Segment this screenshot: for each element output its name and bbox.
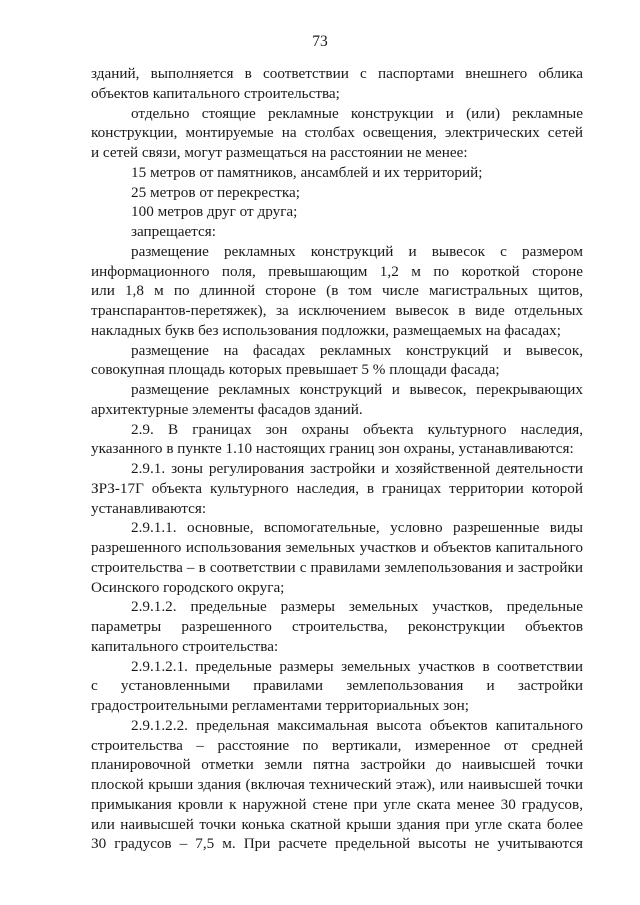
text-line: информационного поля, превышающим 1,2 м по короткой стороне — [91, 262, 583, 280]
text-line: 2.9. В границах зон охраны объекта культурного наследия, — [131, 420, 583, 438]
text-line: размещение рекламных конструкций и вывесок, перекрывающих — [131, 381, 583, 398]
text-line: совокупная площадь которых превышает 5 % площади фасада; — [91, 361, 500, 379]
text-line: размещение на фасадах рекламных конструкций и вывесок, — [131, 341, 583, 359]
text-line: примыкания кровли к наружной стене при угле ската менее 30 градусов, — [91, 795, 583, 813]
page-number: 73 — [312, 33, 328, 50]
text-line: транспарантов-перетяжек), за исключением вывесок в виде отдельных — [91, 302, 583, 319]
text-line: 15 метров от памятников, ансамблей и их территорий; — [131, 163, 483, 181]
text-line: 30 градусов – 7,5 м. При расчете предельной высоты не учитываются — [91, 835, 583, 853]
text-line: накладных букв без использования подложки, размещаемых на фасадах; — [91, 321, 561, 339]
text-line: капитального строительства: — [91, 637, 279, 655]
text-line: 2.9.1.1. основные, вспомогательные, условно разрешенные виды — [131, 519, 583, 537]
text-line: или наивысшей точки конька скатной крыши здания при угле ската более — [91, 815, 583, 833]
text-line: указанного в пункте 1.10 настоящих границ зон охраны, устанавливаются: — [91, 440, 574, 458]
text-line: планировочной отметки земли пятна застройки до наивысшей точки — [91, 756, 583, 774]
text-line: разрешенного использования земельных участков и объектов капитального — [91, 539, 583, 556]
text-line: отдельно стоящие рекламные конструкции и (или) рекламные — [131, 104, 583, 122]
text-line: градостроительными регламентами территориальных зон; — [91, 697, 469, 714]
text-line: объектов капитального строительства; — [91, 84, 340, 102]
text-line: 100 метров друг от друга; — [131, 203, 298, 221]
text-line: 2.9.1.2. предельные размеры земельных участков, предельные — [131, 598, 583, 616]
text-line: параметры разрешенного строительства, реконструкции объектов — [91, 618, 583, 635]
text-line: конструкции, монтируемые на столбах освещения, электрических сетей — [91, 124, 583, 142]
text-line: 2.9.1.2.1. предельные размеры земельных участков в соответствии — [131, 657, 583, 675]
text-line: архитектурные элементы фасадов зданий. — [91, 400, 363, 418]
text-line: плоской крыши здания (включая технический этаж), или наивысшей точки — [91, 776, 583, 793]
text-line: устанавливаются: — [91, 499, 207, 517]
text-line: с установленными правилами землепользования и застройки — [91, 677, 583, 695]
text-line: 2.9.1. зоны регулирования застройки и хозяйственной деятельности — [131, 460, 583, 477]
text-line: Осинского городского округа; — [91, 578, 285, 596]
text-line: строительства – в соответствии с правилами землепользования и застройки — [91, 558, 583, 576]
text-line: размещение рекламных конструкций и вывесок с размером — [131, 242, 583, 260]
text-line: зданий, выполняется в соответствии с паспортами внешнего облика — [91, 65, 583, 82]
text-line: и сетей связи, могут размещаться на расстоянии не менее: — [91, 144, 468, 161]
text-line: строительства – расстояние по вертикали, измеренное от средней — [91, 736, 583, 754]
text-line: 2.9.1.2.2. предельная максимальная высота объектов капитального — [131, 716, 583, 734]
text-line: запрещается: — [131, 223, 216, 240]
text-line: 25 метров от перекрестка; — [131, 183, 300, 201]
document-body — [91, 64, 583, 854]
text-line: или 1,8 м по длинной стороне (в том числе магистральных щитов, — [91, 282, 583, 300]
text-line: ЗРЗ-17Г объекта культурного наследия, в границах территории которой — [91, 479, 583, 497]
